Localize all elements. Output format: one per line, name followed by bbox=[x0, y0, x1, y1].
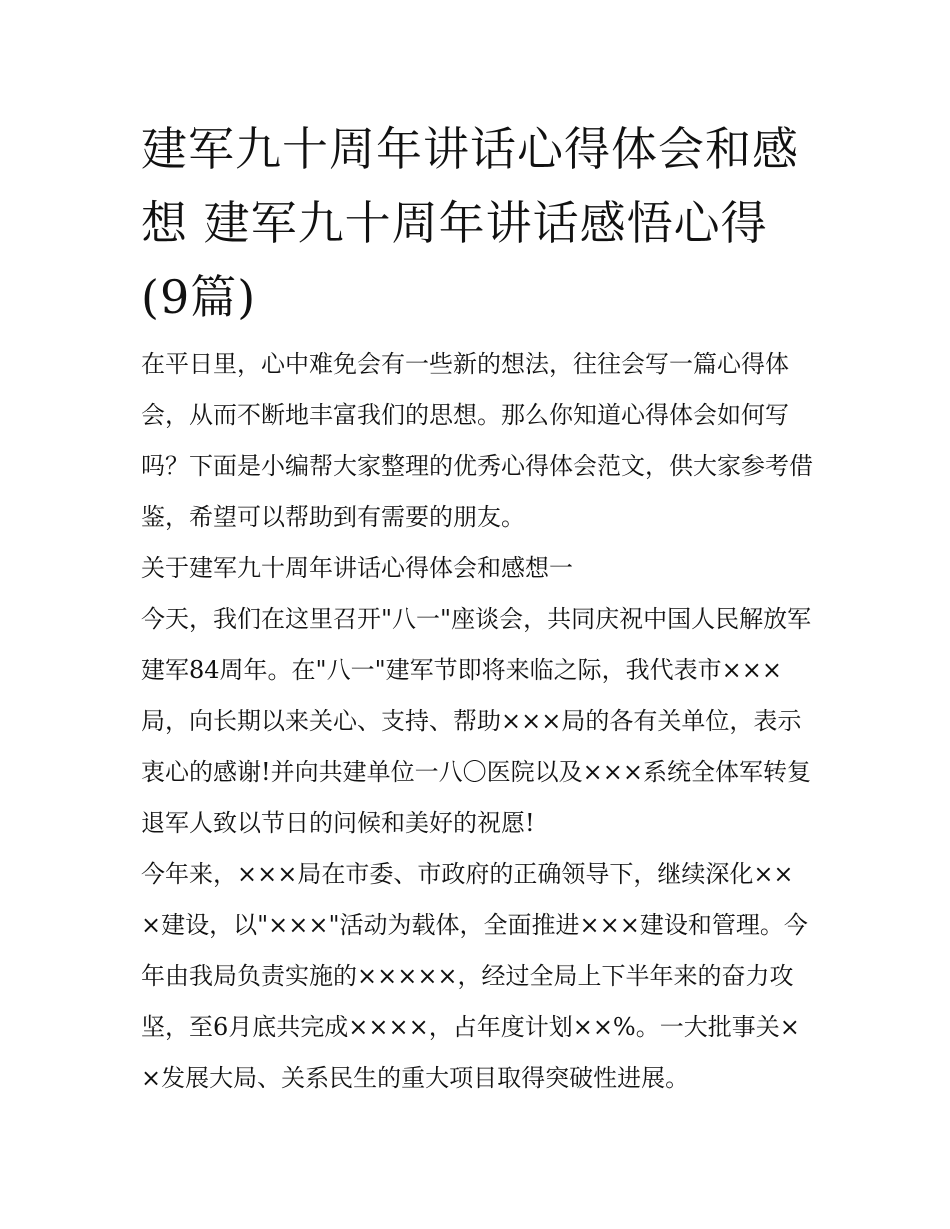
section-heading: 关于建军九十周年讲话心得体会和感想一 bbox=[141, 554, 573, 582]
body-paragraph-1: 今天，我们在这里召开"八一"座谈会，共同庆祝中国人民解放军建军84周年。在"八一"建军节即将来临之际，我代表市×××局，向长期以来关心、支持、帮助×××局的各有关单位，表示衷心的感谢!并向共建单位一八〇医院以及×××系统全体军转复退军人致以节日的问候和美好的祝愿! bbox=[141, 605, 812, 837]
intro-paragraph: 在平日里，心中难免会有一些新的想法，往往会写一篇心得体会，从而不断地丰富我们的思想。那么你知道心得体会如何写吗？下面是小编帮大家整理的优秀心得体会范文，供大家参考借鉴，希望可以帮助到有需要的朋友。 bbox=[141, 350, 813, 531]
body-paragraph-2: 今年来，×××局在市委、市政府的正确领导下，继续深化×××建设，以"×××"活动为载体，全面推进×××建设和管理。今年由我局负责实施的×××××，经过全局上下半年来的奋力攻坚，至6月底共完成××××，占年度计划××%。一大批事关××发展大局、关系民生的重大项目取得突破性进展。 bbox=[141, 860, 808, 1092]
document-title: 建军九十周年讲话心得体会和感想 建军九十周年讲话感悟心得(9篇) bbox=[141, 122, 799, 324]
document-body bbox=[141, 112, 813, 1104]
